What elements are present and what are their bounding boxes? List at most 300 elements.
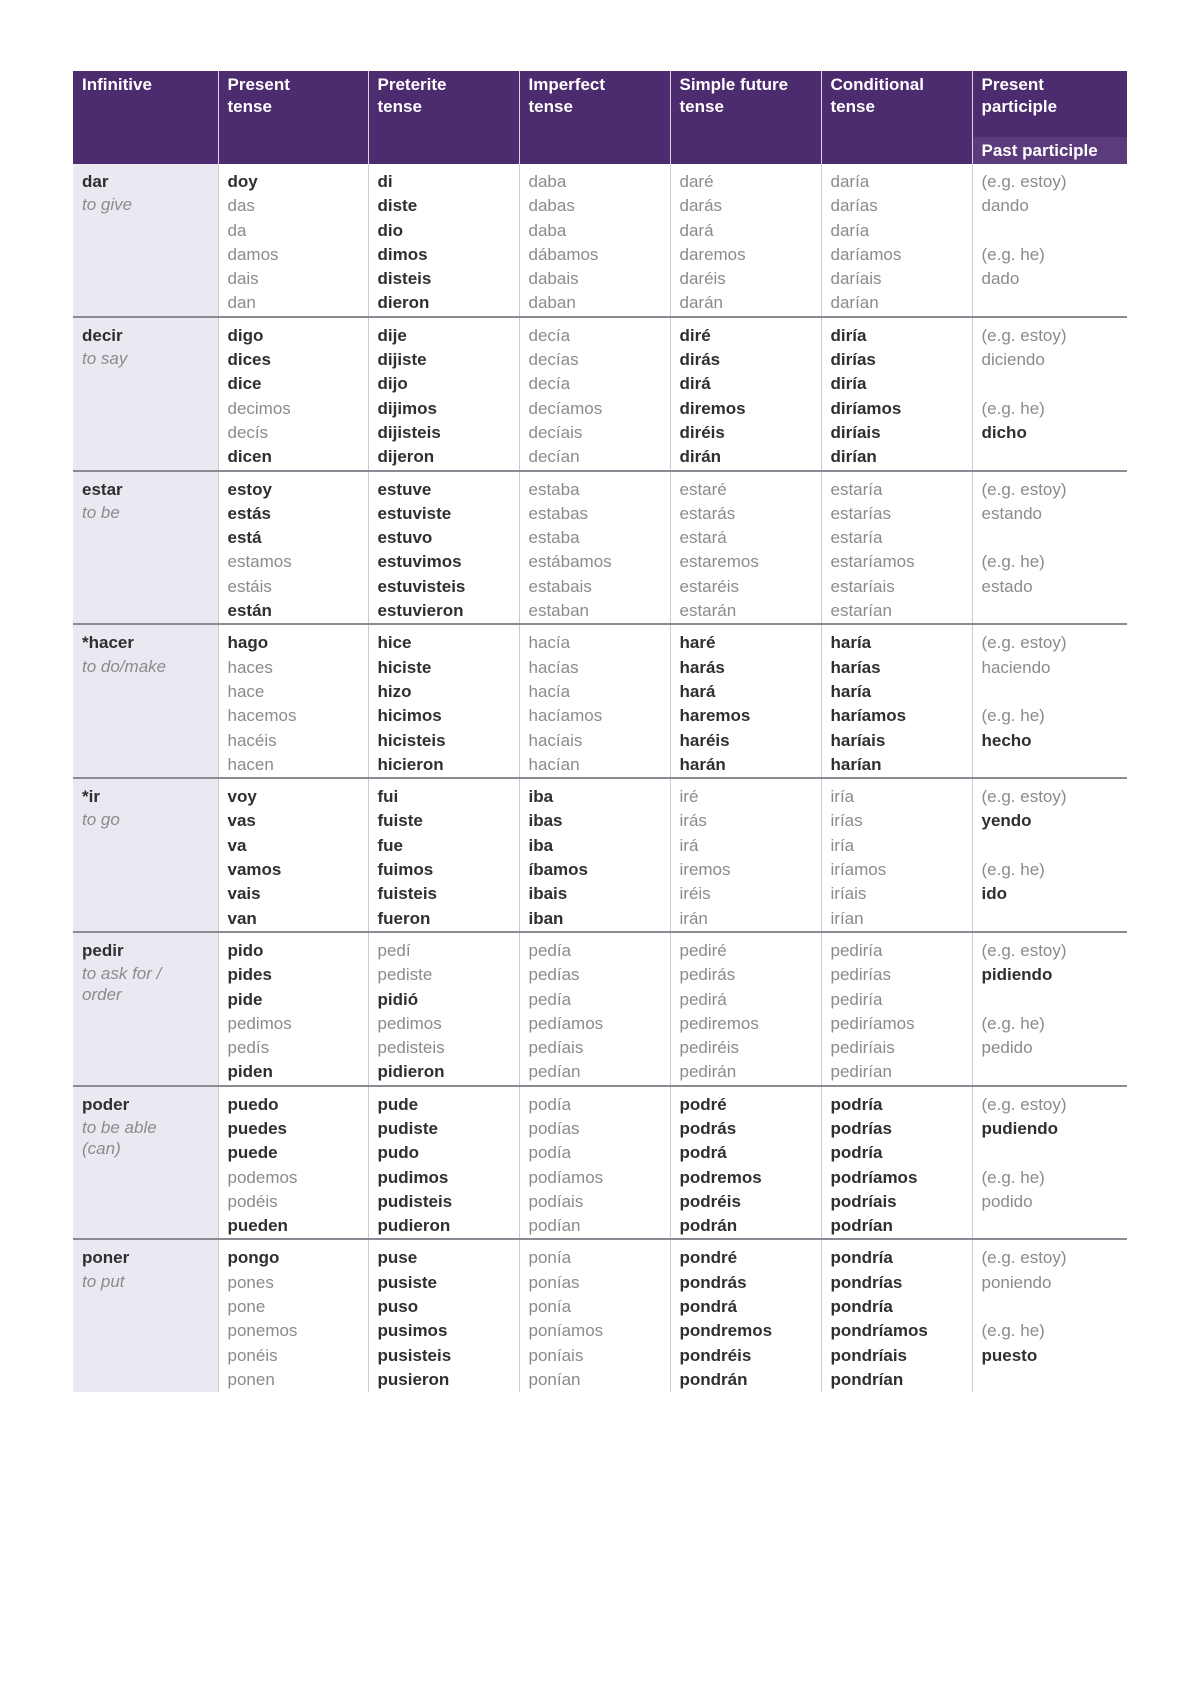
preterite-form: dieron [377,293,430,313]
preterite-form: dijo [377,374,408,394]
present-form: ponen [227,1369,275,1389]
participle-example-estoy: (e.g. estoy) [981,479,1067,499]
present-form: dicen [227,447,272,467]
conditional-form: dirían [830,447,877,467]
present-form: pide [227,989,263,1009]
header-preterite-line2: tense [377,97,422,116]
participle-cell [972,317,1127,471]
conditional-tense-cell [821,164,972,317]
future-form: dirá [679,374,711,394]
header-imperfect [519,71,670,164]
preterite-form: hicieron [377,754,444,774]
present-tense-cell [218,164,368,317]
conditional-form: podrían [830,1216,893,1236]
infinitive-meaning: to be [82,502,120,522]
participle-example-he: (e.g. he) [981,1013,1045,1033]
infinitive-name: decir [82,325,123,345]
present-form: das [227,196,255,216]
past-participle: estado [981,576,1033,596]
preterite-form: di [377,172,393,191]
preterite-form: diste [377,196,418,216]
future-form: estarás [679,503,736,523]
header-future-line1: Simple future [679,75,789,94]
present-form: estoy [227,479,272,499]
imperfect-form: dabais [528,269,579,289]
present-participle: pidiendo [981,965,1053,985]
participle-example-he: (e.g. he) [981,1167,1045,1187]
participle-example-estoy: (e.g. estoy) [981,1094,1067,1114]
participle-example-estoy: (e.g. estoy) [981,633,1067,653]
conditional-form: estaría [830,479,883,499]
present-form: ponemos [227,1321,298,1341]
imperfect-form: decíais [528,422,583,442]
preterite-form: pude [377,1094,419,1114]
conditional-form: podríais [830,1191,897,1211]
future-form: pondremos [679,1321,773,1341]
imperfect-form: íbamos [528,860,589,880]
preterite-form: fuisteis [377,884,438,904]
present-form: piden [227,1062,273,1082]
conditional-form: pondrías [830,1272,903,1292]
imperfect-form: poníais [528,1345,584,1365]
future-tense-cell [670,1239,821,1392]
imperfect-form: ponía [528,1248,572,1268]
future-form: podrás [679,1118,737,1138]
present-form: pido [227,940,264,960]
conditional-form: pondría [830,1248,893,1268]
infinitive-cell [73,471,218,625]
header-infinitive-label: Infinitive [82,75,152,94]
conditional-form: podría [830,1094,883,1114]
present-form: vas [227,811,256,831]
imperfect-form: pedíais [528,1038,584,1058]
imperfect-form: ponían [528,1369,581,1389]
header-past-participle-label: Past participle [981,141,1098,160]
future-form: pondréis [679,1345,752,1365]
present-tense-cell [218,1086,368,1240]
imperfect-form: podíais [528,1191,584,1211]
infinitive-cell [73,317,218,471]
imperfect-form: estabais [528,576,592,596]
present-form: ponéis [227,1345,278,1365]
participle-example-he: (e.g. he) [981,860,1045,880]
present-form: pueden [227,1216,288,1236]
present-participle: pudiendo [981,1118,1058,1138]
infinitive-meaning: (can) [82,1138,121,1158]
imperfect-tense-cell [519,624,670,778]
verb-row [73,1239,1127,1392]
past-participle: dado [981,269,1020,289]
header-infinitive [73,71,218,164]
present-form: puedo [227,1094,279,1114]
verb-row [73,471,1127,625]
past-participle: ido [981,884,1007,904]
future-tense-cell [670,778,821,932]
imperfect-form: decía [528,374,571,394]
future-tense-cell [670,471,821,625]
header-future-line2: tense [679,97,724,116]
participle-cell [972,624,1127,778]
preterite-form: fuiste [377,811,423,831]
imperfect-form: pedían [528,1062,581,1082]
present-tense-cell [218,1239,368,1392]
conditional-form: pondríais [830,1345,908,1365]
present-form: puedes [227,1118,288,1138]
infinitive-meaning: order [82,985,122,1005]
past-participle: podido [981,1191,1033,1211]
conditional-form: pedirían [830,1062,892,1082]
preterite-form: dimos [377,244,428,264]
conditional-tense-cell [821,1086,972,1240]
conditional-tense-cell [821,778,972,932]
imperfect-form: hacías [528,657,579,677]
future-form: daré [679,172,714,191]
preterite-form: estuviste [377,503,452,523]
future-form: irán [679,908,708,928]
preterite-tense-cell [368,1239,519,1392]
present-form: estamos [227,552,292,572]
future-form: haréis [679,730,730,750]
imperfect-form: iban [528,908,564,928]
future-tense-cell [670,932,821,1086]
preterite-form: fui [377,787,399,807]
preterite-form: dio [377,220,403,240]
conditional-form: haríais [830,730,886,750]
participle-spacer [982,988,1119,1012]
participle-spacer [982,834,1119,858]
future-form: iré [679,787,699,807]
present-form: hacéis [227,730,277,750]
future-form: daréis [679,269,726,289]
imperfect-form: estabas [528,503,589,523]
preterite-form: dijimos [377,398,438,418]
conditional-form: harías [830,657,881,677]
preterite-form: estuvieron [377,601,464,621]
present-form: hace [227,681,265,701]
present-form: estáis [227,576,272,596]
imperfect-form: daba [528,172,567,191]
imperfect-form: ponía [528,1297,572,1317]
present-tense-cell [218,317,368,471]
verb-row [73,932,1127,1086]
present-tense-cell [218,624,368,778]
participle-example-he: (e.g. he) [981,552,1045,572]
conditional-form: harían [830,754,882,774]
preterite-form: estuvisteis [377,576,466,596]
participle-cell [972,932,1127,1086]
preterite-form: fuimos [377,860,434,880]
infinitive-name: pedir [82,940,124,960]
conditional-tense-cell [821,624,972,778]
preterite-form: puse [377,1248,418,1268]
future-form: diréis [679,422,725,442]
present-form: dais [227,269,259,289]
future-form: estaréis [679,576,740,596]
imperfect-form: dabas [528,196,575,216]
present-form: podéis [227,1191,278,1211]
preterite-form: pediste [377,965,433,985]
participle-cell [972,1086,1127,1240]
preterite-form: hizo [377,681,412,701]
preterite-form: hicimos [377,706,442,726]
preterite-tense-cell [368,932,519,1086]
conditional-form: estarían [830,601,892,621]
conditional-form: dirías [830,350,876,370]
imperfect-form: pedías [528,965,580,985]
preterite-form: fue [377,835,403,855]
preterite-form: puso [377,1297,419,1317]
preterite-form: pidió [377,989,419,1009]
conditional-form: haríamos [830,706,907,726]
conditional-form: estaríais [830,576,895,596]
future-form: pediremos [679,1013,759,1033]
imperfect-form: pedía [528,940,572,960]
participle-spacer [982,680,1119,704]
future-form: estarán [679,601,737,621]
preterite-form: dijiste [377,350,427,370]
conditional-form: podría [830,1143,883,1163]
future-form: darán [679,293,723,313]
infinitive-name: *ir [82,787,100,807]
header-imperfect-line2: tense [528,97,573,116]
imperfect-form: decíamos [528,398,603,418]
verb-row [73,317,1127,471]
present-form: digo [227,325,264,345]
header-imperfect-line1: Imperfect [528,75,606,94]
preterite-form: pudisteis [377,1191,453,1211]
header-present-participle-line1: Present [981,75,1044,94]
future-form: haremos [679,706,751,726]
imperfect-tense-cell [519,164,670,317]
conditional-tense-cell [821,932,972,1086]
future-form: iréis [679,884,711,904]
header-present [218,71,368,164]
imperfect-form: hacíais [528,730,583,750]
imperfect-form: podíamos [528,1167,604,1187]
preterite-form: estuvo [377,528,433,548]
preterite-tense-cell [368,317,519,471]
header-participles [972,71,1127,164]
infinitive-meaning: to put [82,1271,125,1291]
imperfect-form: pedíamos [528,1013,604,1033]
present-participle: yendo [981,811,1032,831]
present-form: dice [227,374,262,394]
future-form: pediré [679,940,727,960]
conditional-form: daríais [830,269,882,289]
preterite-form: pudieron [377,1216,451,1236]
infinitive-name: estar [82,479,123,499]
future-form: podré [679,1094,727,1114]
header-past-participle [973,137,1128,164]
future-form: dará [679,220,714,240]
participle-spacer [982,1141,1119,1165]
present-form: puede [227,1143,278,1163]
imperfect-tense-cell [519,317,670,471]
future-tense-cell [670,317,821,471]
future-form: pondrán [679,1369,748,1389]
header-row [73,71,1127,164]
future-form: hará [679,681,716,701]
conditional-form: darían [830,293,879,313]
conditional-form: haría [830,681,872,701]
present-form: dices [227,350,271,370]
participle-cell [972,471,1127,625]
verb-row [73,778,1127,932]
preterite-form: dijisteis [377,422,441,442]
present-form: hacen [227,754,274,774]
header-conditional [821,71,972,164]
conditional-form: pediría [830,940,883,960]
present-participle: estando [981,503,1042,523]
conditional-form: irías [830,811,863,831]
future-form: harán [679,754,726,774]
preterite-tense-cell [368,778,519,932]
infinitive-name: dar [82,172,109,191]
present-form: decimos [227,398,291,418]
infinitive-cell [73,932,218,1086]
participle-cell [972,1239,1127,1392]
infinitive-meaning: to give [82,195,133,215]
conditional-form: irían [830,908,864,928]
future-form: pondrá [679,1297,738,1317]
preterite-form: pedimos [377,1013,442,1033]
participle-spacer [982,372,1119,396]
conditional-form: estaríamos [830,552,915,572]
conditional-tense-cell [821,1239,972,1392]
preterite-form: hice [377,633,412,653]
present-form: pedís [227,1038,270,1058]
table-header [73,71,1127,164]
present-form: vamos [227,860,282,880]
imperfect-form: estaban [528,601,589,621]
imperfect-form: podías [528,1118,580,1138]
imperfect-tense-cell [519,471,670,625]
imperfect-form: decías [528,350,579,370]
header-conditional-line2: tense [830,97,875,116]
conditional-form: daría [830,220,870,240]
header-preterite [368,71,519,164]
future-form: harás [679,657,725,677]
future-form: daremos [679,244,746,264]
present-form: está [227,528,262,548]
preterite-form: disteis [377,269,432,289]
preterite-tense-cell [368,471,519,625]
imperfect-form: daban [528,293,576,313]
present-tense-cell [218,932,368,1086]
verb-row [73,624,1127,778]
imperfect-form: daba [528,220,567,240]
future-tense-cell [670,1086,821,1240]
infinitive-name: poder [82,1094,130,1114]
header-present-line2: tense [227,97,272,116]
conditional-form: podríamos [830,1167,918,1187]
infinitive-meaning: to say [82,349,128,369]
infinitive-name: *hacer [82,633,134,653]
imperfect-form: iba [528,835,554,855]
preterite-form: estuve [377,479,432,499]
header-future [670,71,821,164]
infinitive-name: poner [82,1248,130,1268]
future-form: dirán [679,447,722,467]
future-form: pediréis [679,1038,740,1058]
preterite-form: pidieron [377,1062,445,1082]
conditional-form: estaría [830,528,883,548]
conditional-form: iría [830,835,855,855]
participle-example-estoy: (e.g. estoy) [981,172,1067,191]
imperfect-tense-cell [519,1239,670,1392]
infinitive-cell [73,164,218,317]
imperfect-form: podía [528,1143,572,1163]
present-form: pone [227,1297,266,1317]
preterite-tense-cell [368,1086,519,1240]
conditional-form: pediríamos [830,1013,915,1033]
future-form: diré [679,325,711,345]
imperfect-form: hacían [528,754,580,774]
present-tense-cell [218,471,368,625]
conditional-form: estarías [830,503,891,523]
imperfect-form: estaba [528,479,580,499]
preterite-form: dije [377,325,407,345]
imperfect-form: ponías [528,1272,580,1292]
present-form: pedimos [227,1013,292,1033]
header-preterite-line1: Preterite [377,75,447,94]
participle-spacer [982,219,1119,243]
preterite-form: pusieron [377,1369,450,1389]
present-participle: diciendo [981,350,1045,370]
imperfect-form: poníamos [528,1321,604,1341]
imperfect-form: dábamos [528,244,599,264]
present-form: va [227,835,247,855]
past-participle: pedido [981,1038,1033,1058]
conditional-form: podrías [830,1118,892,1138]
present-form: doy [227,172,258,191]
imperfect-tense-cell [519,1086,670,1240]
participle-spacer [982,1295,1119,1319]
present-form: pones [227,1272,274,1292]
imperfect-form: decían [528,447,580,467]
present-participle: dando [981,196,1029,216]
conditional-form: iría [830,787,855,807]
present-participle: haciendo [981,657,1051,677]
preterite-form: pudimos [377,1167,449,1187]
preterite-form: pusisteis [377,1345,452,1365]
future-form: podréis [679,1191,741,1211]
present-form: hago [227,633,269,653]
verb-row [73,164,1127,317]
conditional-form: diría [830,325,867,345]
participle-example-he: (e.g. he) [981,706,1045,726]
future-form: estará [679,528,727,548]
participle-example-estoy: (e.g. estoy) [981,940,1067,960]
future-form: pedirán [679,1062,737,1082]
table-body [73,164,1127,1392]
present-form: van [227,908,257,928]
present-form: haces [227,657,273,677]
past-participle: hecho [981,730,1032,750]
infinitive-meaning: to be able [82,1117,157,1137]
future-tense-cell [670,164,821,317]
conditional-form: diría [830,374,867,394]
future-form: haré [679,633,716,653]
conditional-form: pondría [830,1297,893,1317]
future-form: podremos [679,1167,762,1187]
present-form: dan [227,293,256,313]
future-form: dirás [679,350,721,370]
header-conditional-line1: Conditional [830,75,924,94]
verb-row [73,1086,1127,1240]
imperfect-form: ibais [528,884,568,904]
present-form: hacemos [227,706,297,726]
